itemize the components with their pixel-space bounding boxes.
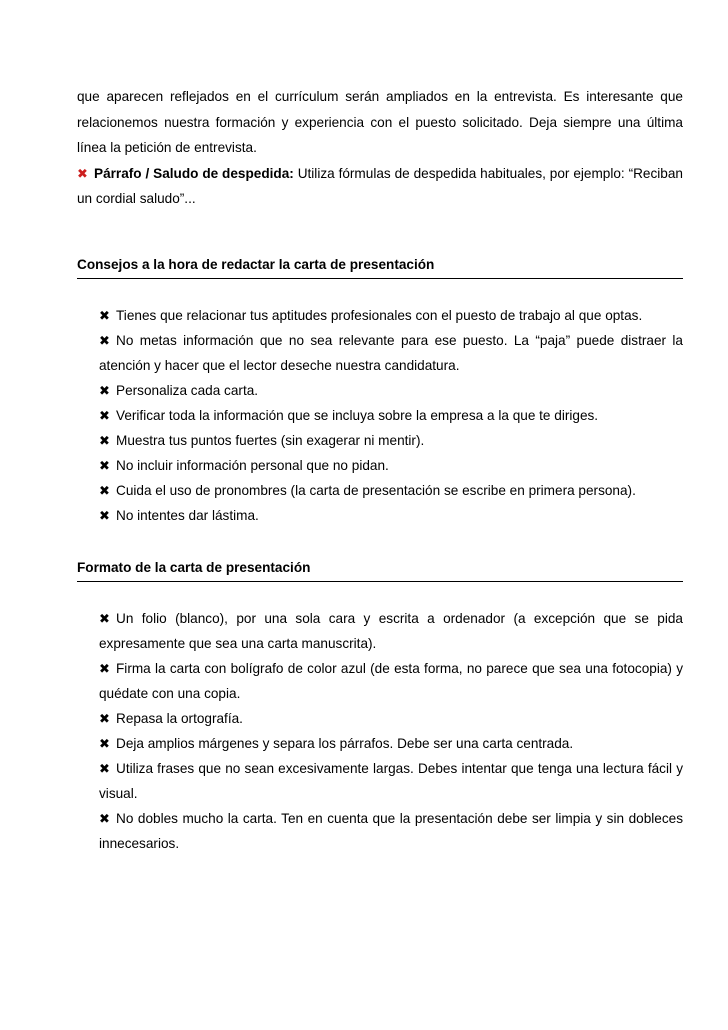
x-mark-icon: ✖ [99, 760, 110, 776]
x-mark-icon: ✖ [99, 307, 110, 323]
x-mark-icon: ✖ [99, 407, 110, 423]
list-item: ✖ Verificar toda la información que se incluya sobre la empresa a la que te diriges. [99, 403, 683, 428]
intro-paragraph: que aparecen reflejados en el currículum serán ampliados en la entrevista. Es interesante que relacionemos nuestra formación y experiencia con el puesto solicitado. Deja siempre una última línea la petición de entrevista. [77, 89, 683, 155]
list-item: ✖ Cuida el uso de pronombres (la carta de presentación se escribe en primera persona). [99, 478, 683, 503]
x-mark-icon: ✖ [99, 507, 110, 523]
section-title-consejos: Consejos a la hora de redactar la carta de presentación [77, 253, 683, 279]
list-item: ✖ Muestra tus puntos fuertes (sin exagerar ni mentir). [99, 428, 683, 453]
x-mark-icon: ✖ [99, 810, 110, 826]
list-item: ✖ Firma la carta con bolígrafo de color azul (de esta forma, no parece que sea una fotocopia) y quédate con una copia. [99, 656, 683, 706]
list-item: ✖ Repasa la ortografía. [99, 706, 683, 731]
list-item: ✖ Utiliza frases que no sean excesivamente largas. Debes intentar que tenga una lectura fácil y visual. [99, 756, 683, 806]
x-mark-icon: ✖ [77, 165, 88, 181]
x-mark-icon: ✖ [99, 660, 110, 676]
list-item: ✖ Un folio (blanco), por una sola cara y escrita a ordenador (a excepción que se pida expresamente que sea una carta manuscrita). [99, 606, 683, 656]
list-item: ✖ Deja amplios márgenes y separa los párrafos. Debe ser una carta centrada. [99, 731, 683, 756]
formato-list [77, 606, 683, 856]
x-mark-icon: ✖ [99, 735, 110, 751]
x-mark-icon: ✖ [99, 457, 110, 473]
x-mark-icon: ✖ [99, 332, 110, 348]
list-item: ✖ Personaliza cada carta. [99, 378, 683, 403]
x-mark-icon: ✖ [99, 610, 110, 626]
consejos-list [77, 303, 683, 528]
list-item: ✖ No intentes dar lástima. [99, 503, 683, 528]
list-item: ✖ Tienes que relacionar tus aptitudes profesionales con el puesto de trabajo al que optas. [99, 303, 683, 328]
closing-label: Párrafo / Saludo de despedida: [94, 165, 294, 181]
list-item: ✖ No metas información que no sea relevante para ese puesto. La “paja” puede distraer la atención y hacer que el lector deseche nuestra candidatura. [99, 328, 683, 378]
list-item: ✖ No incluir información personal que no pidan. [99, 453, 683, 478]
list-item: ✖ No dobles mucho la carta. Ten en cuenta que la presentación debe ser limpia y sin dobleces innecesarios. [99, 806, 683, 856]
document-body [77, 84, 683, 856]
x-mark-icon: ✖ [99, 432, 110, 448]
x-mark-icon: ✖ [99, 382, 110, 398]
section-title-formato: Formato de la carta de presentación [77, 556, 683, 582]
x-mark-icon: ✖ [99, 482, 110, 498]
closing-paragraph [77, 161, 683, 212]
x-mark-icon: ✖ [99, 710, 110, 726]
closing-text: Utiliza fórmulas de despedida habituales, por ejemplo: “Reciban un cordial saludo”... [77, 165, 683, 206]
